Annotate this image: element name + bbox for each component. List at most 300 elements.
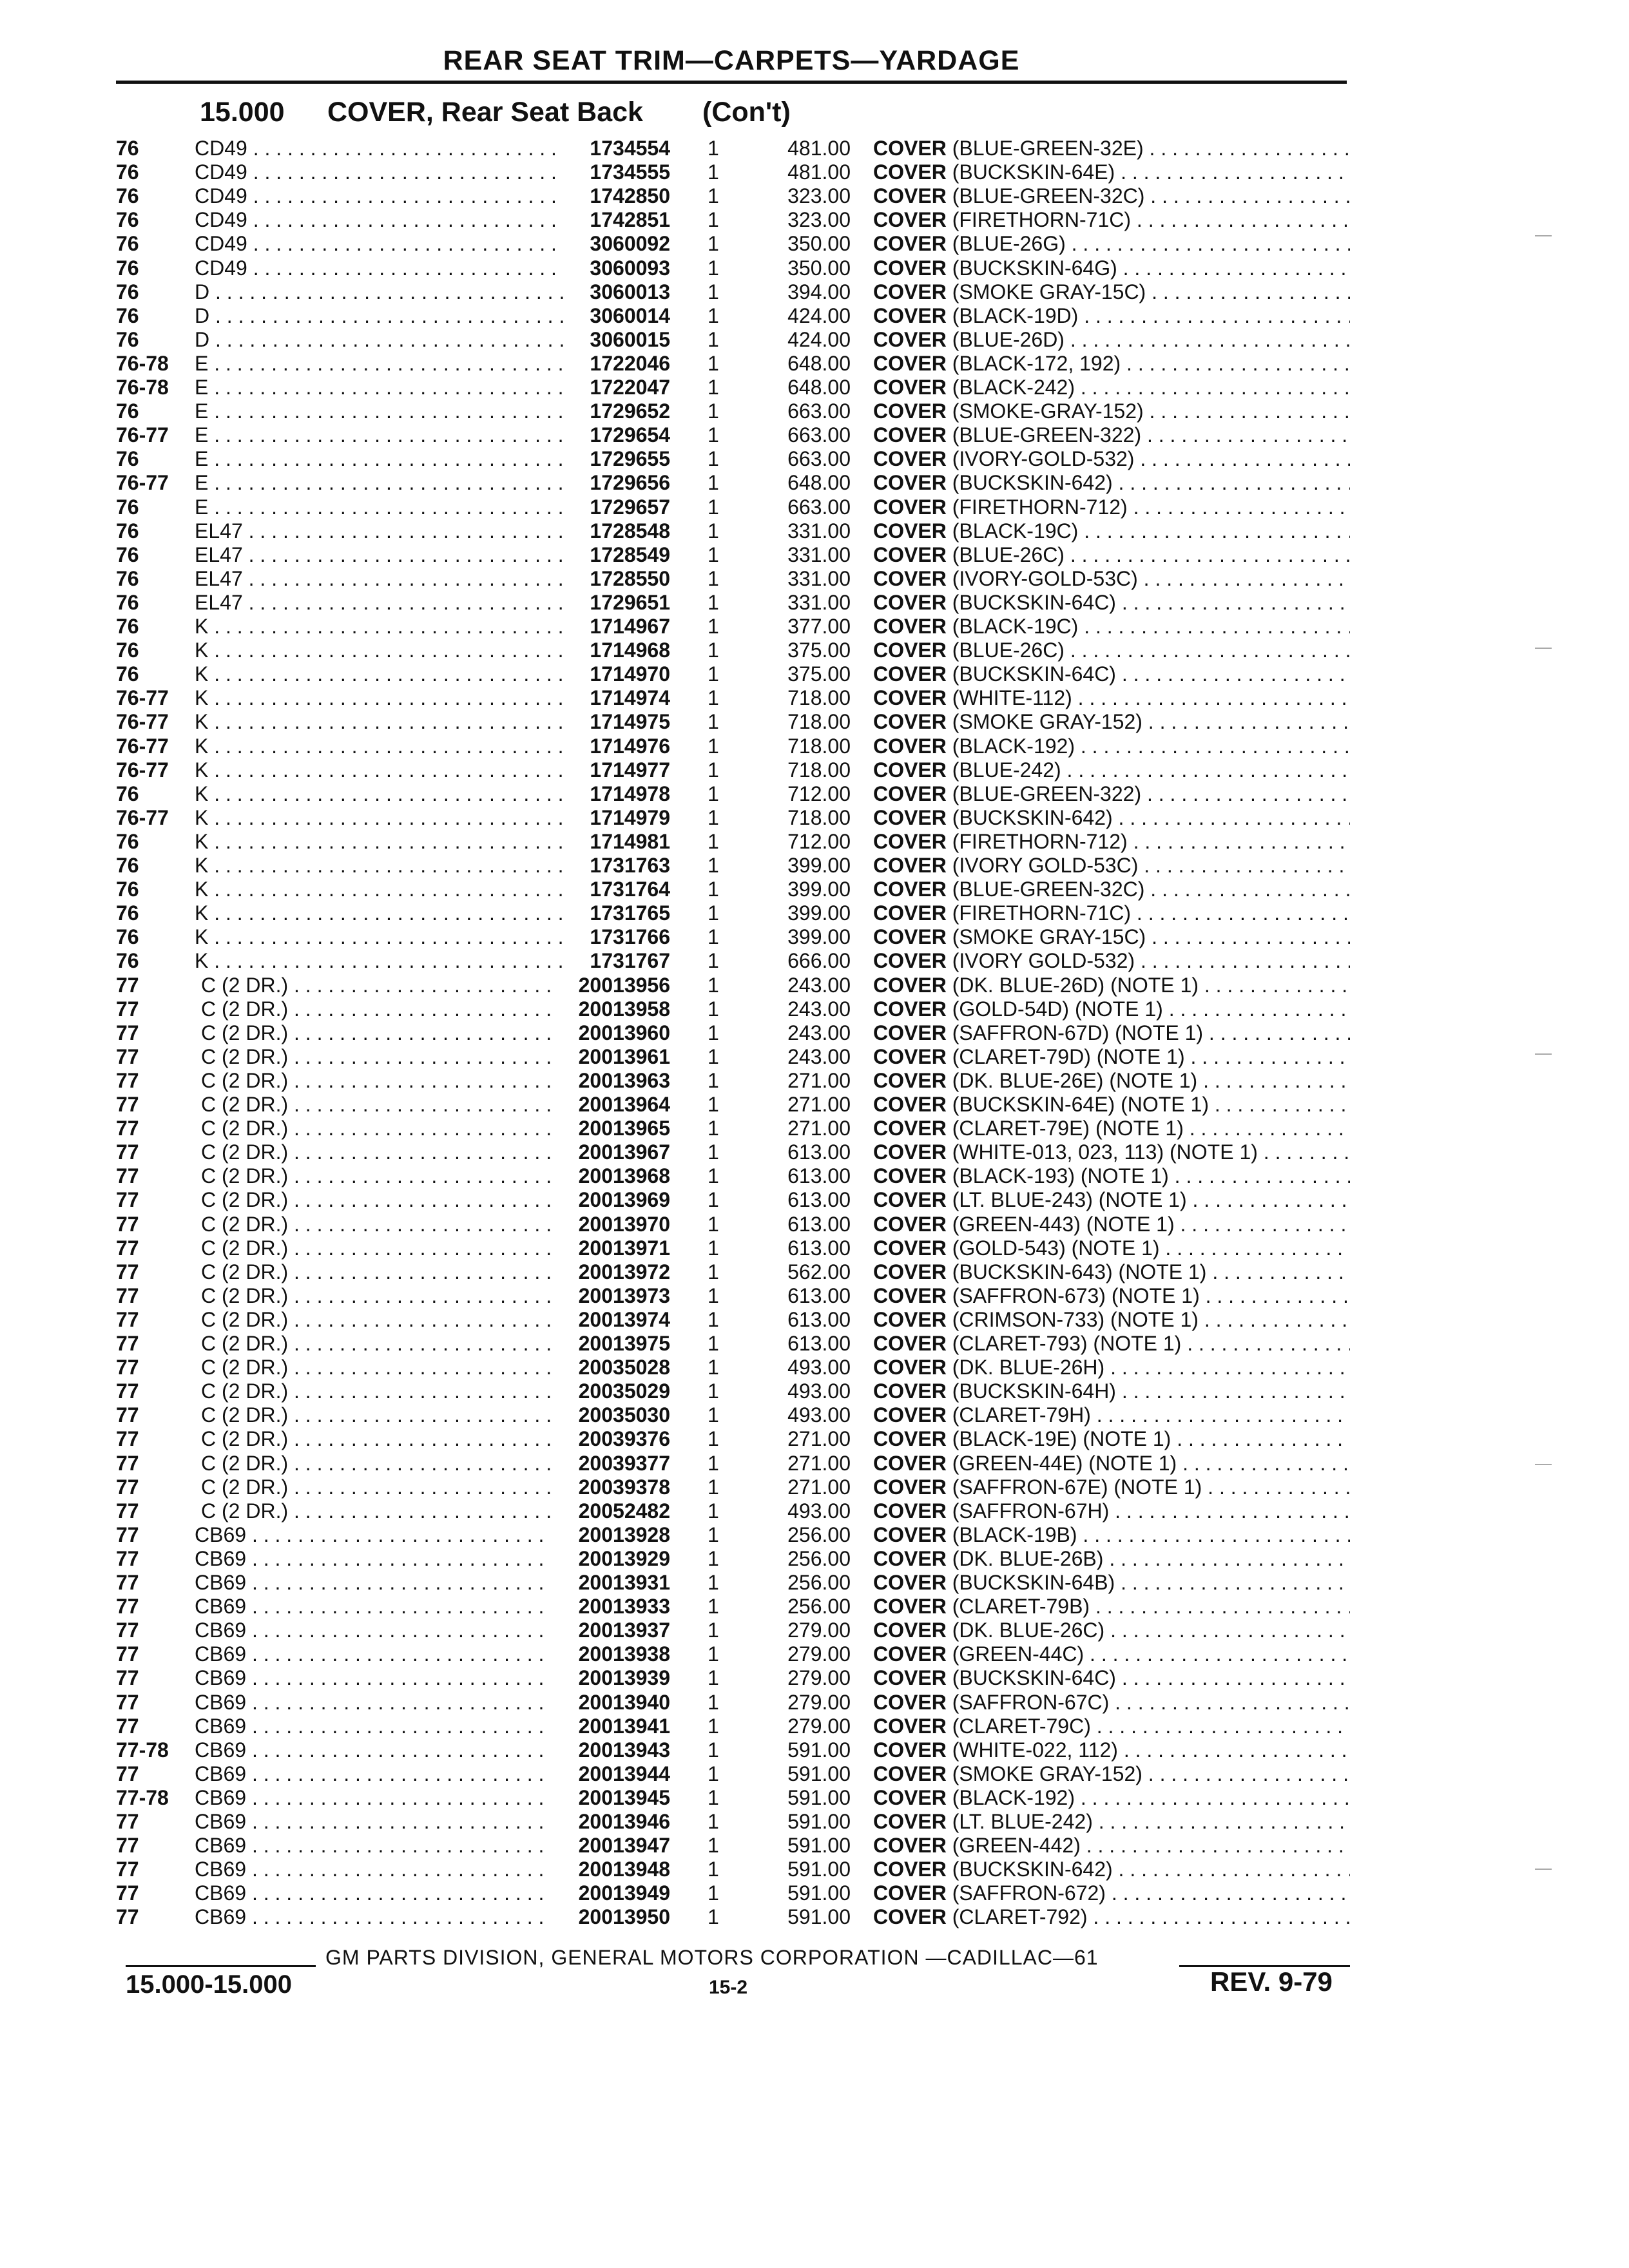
price-cell: 331.00 [787, 566, 851, 590]
quantity-cell: 1 [708, 1212, 719, 1236]
part-number-cell: 20013956 [578, 973, 670, 997]
price-cell: 375.00 [787, 662, 851, 686]
description-cell [873, 901, 1350, 925]
description-text: (SMOKE GRAY-152) [952, 1762, 1142, 1785]
year-cell: 76 [116, 447, 139, 471]
table-row [0, 399, 1629, 423]
quantity-cell: 1 [708, 1117, 719, 1140]
dot-leader [1084, 1642, 1350, 1666]
model-cell [195, 447, 564, 471]
dot-leader [1138, 854, 1350, 877]
description-prefix: COVER [873, 1762, 947, 1785]
price-cell: 271.00 [787, 1117, 851, 1140]
model-text: EL47 [195, 590, 243, 614]
model-text: CD49 [195, 232, 247, 256]
dot-leader [1116, 1666, 1350, 1689]
part-number-cell: 1729651 [590, 590, 670, 614]
model-text: D [195, 280, 210, 303]
description-text: (SMOKE GRAY-15C) [952, 925, 1146, 949]
year-cell: 76 [116, 854, 139, 877]
description-prefix: COVER [873, 566, 947, 590]
description-cell [873, 184, 1350, 208]
year-cell: 77 [116, 1356, 139, 1379]
price-cell: 591.00 [787, 1785, 851, 1809]
year-cell: 76-77 [116, 710, 169, 734]
year-cell: 77 [116, 1858, 139, 1881]
description-cell [873, 997, 1350, 1021]
description-text: (IVORY GOLD-532) [952, 949, 1135, 973]
quantity-cell: 1 [708, 686, 719, 710]
quantity-cell: 1 [708, 1762, 719, 1785]
quantity-cell: 1 [708, 615, 719, 638]
description-cell [873, 830, 1350, 854]
description-text: (BLUE-GREEN-32C) [952, 878, 1145, 901]
table-row [0, 495, 1629, 519]
model-cell [195, 1595, 551, 1619]
price-cell: 243.00 [787, 997, 851, 1021]
description-prefix: COVER [873, 1451, 947, 1475]
year-cell: 77 [116, 1690, 139, 1714]
description-text: (CLARET-79D) (NOTE 1) [952, 1044, 1185, 1068]
dot-leader [1113, 1858, 1350, 1881]
table-row [0, 1715, 1629, 1738]
quantity-cell: 1 [708, 1164, 719, 1188]
description-text: (BLACK-19B) [952, 1523, 1077, 1546]
description-prefix: COVER [873, 1690, 947, 1714]
price-cell: 399.00 [787, 854, 851, 877]
dot-leader [1075, 735, 1350, 758]
table-row [0, 1786, 1629, 1810]
dot-leader [1128, 495, 1350, 519]
price-cell: 663.00 [787, 447, 851, 471]
description-cell [873, 782, 1350, 806]
part-number-cell: 20013937 [578, 1619, 670, 1642]
description-text: (BUCKSKIN-64E) [952, 160, 1115, 184]
price-cell: 271.00 [787, 1427, 851, 1451]
model-cell [195, 160, 564, 184]
table-row [0, 806, 1629, 830]
year-cell: 76 [116, 639, 139, 662]
part-number-cell: 20013929 [578, 1546, 670, 1570]
model-text: D [195, 327, 210, 351]
description-text: (BLACK-192) [952, 734, 1075, 758]
quantity-cell: 1 [708, 1044, 719, 1068]
description-prefix: COVER [873, 447, 947, 471]
description-prefix: COVER [873, 1260, 947, 1283]
table-row [0, 974, 1629, 997]
quantity-cell: 1 [708, 1810, 719, 1833]
margin-mark [1535, 1464, 1552, 1465]
year-cell: 76 [116, 543, 139, 566]
year-cell: 77 [116, 1523, 139, 1546]
price-cell: 712.00 [787, 829, 851, 853]
year-cell: 76 [116, 590, 139, 614]
price-cell: 271.00 [787, 1475, 851, 1499]
model-text: C (2 DR.) [201, 1451, 289, 1475]
quantity-cell: 1 [708, 376, 719, 399]
part-number-cell: 1714975 [590, 710, 670, 734]
quantity-cell: 1 [708, 805, 719, 829]
price-cell: 271.00 [787, 1068, 851, 1092]
model-cell [195, 1905, 551, 1929]
dot-leader [1200, 1284, 1350, 1307]
description-prefix: COVER [873, 1356, 947, 1379]
price-cell: 331.00 [787, 543, 851, 566]
table-row [0, 447, 1629, 471]
description-prefix: COVER [873, 519, 947, 543]
description-text: (FIRETHORN-71C) [952, 208, 1132, 232]
description-prefix: COVER [873, 1595, 947, 1619]
description-cell [873, 1547, 1350, 1571]
model-cell [195, 925, 564, 949]
model-cell [201, 1452, 551, 1475]
table-row [0, 1260, 1629, 1284]
quantity-cell: 1 [708, 662, 719, 686]
model-text: E [195, 423, 209, 447]
price-cell: 663.00 [787, 495, 851, 519]
table-row [0, 423, 1629, 447]
quantity-cell: 1 [708, 1523, 719, 1546]
model-text: CB69 [195, 1546, 247, 1570]
year-cell: 76-77 [116, 758, 169, 782]
quantity-cell: 1 [708, 1427, 719, 1451]
model-text: C (2 DR.) [201, 1379, 289, 1403]
part-number-cell: 20013950 [578, 1905, 670, 1929]
model-text: C (2 DR.) [201, 1356, 289, 1379]
description-text: (BLACK-19D) [952, 303, 1079, 327]
model-text: CB69 [195, 1571, 247, 1594]
quantity-cell: 1 [708, 1140, 719, 1164]
dot-leader [1103, 1547, 1350, 1570]
quantity-cell: 1 [708, 1619, 719, 1642]
part-number-cell: 20013928 [578, 1523, 670, 1546]
description-cell [873, 1715, 1350, 1738]
part-number-cell: 1729655 [590, 447, 670, 471]
model-text: C (2 DR.) [201, 1093, 289, 1116]
description-cell [873, 878, 1350, 901]
description-cell [873, 1213, 1350, 1236]
model-cell [195, 1786, 551, 1810]
description-prefix: COVER [873, 1619, 947, 1642]
year-cell: 76-77 [116, 471, 169, 495]
model-text: K [195, 829, 209, 853]
dot-leader [1066, 232, 1350, 255]
part-number-cell: 20013940 [578, 1690, 670, 1714]
model-cell [195, 137, 564, 160]
year-cell: 77-78 [116, 1738, 169, 1762]
model-text: CD49 [195, 137, 247, 160]
table-row [0, 1595, 1629, 1619]
description-text: (CLARET-79H) [952, 1403, 1091, 1427]
description-prefix: COVER [873, 1785, 947, 1809]
price-cell: 399.00 [787, 925, 851, 949]
model-text: C (2 DR.) [201, 1499, 289, 1523]
part-number-cell: 20039378 [578, 1475, 670, 1499]
description-cell [873, 1260, 1350, 1284]
year-cell: 77 [116, 1595, 139, 1619]
model-text: K [195, 615, 209, 638]
table-row [0, 184, 1629, 208]
table-row [0, 352, 1629, 376]
model-text: C (2 DR.) [201, 997, 289, 1021]
model-text: K [195, 901, 209, 925]
year-cell: 77 [116, 1546, 139, 1570]
price-cell: 279.00 [787, 1714, 851, 1738]
part-number-cell: 1729656 [590, 471, 670, 495]
dot-leader [1144, 399, 1350, 423]
quantity-cell: 1 [708, 543, 719, 566]
model-text: CB69 [195, 1858, 247, 1881]
description-prefix: COVER [873, 1283, 947, 1307]
model-text: EL47 [195, 543, 243, 566]
part-number-cell: 1729652 [590, 399, 670, 423]
description-prefix: COVER [873, 1858, 947, 1881]
dot-leader [1115, 1571, 1350, 1594]
part-number-cell: 20013949 [578, 1881, 670, 1905]
description-text: (BLACK-172, 192) [952, 351, 1121, 375]
margin-mark [1535, 1869, 1552, 1870]
description-text: (BLUE-GREEN-322) [952, 782, 1142, 805]
part-number-cell: 20013965 [578, 1117, 670, 1140]
table-row [0, 1213, 1629, 1236]
description-cell [873, 1308, 1350, 1332]
quantity-cell: 1 [708, 1571, 719, 1594]
quantity-cell: 1 [708, 1403, 719, 1427]
description-prefix: COVER [873, 137, 947, 160]
price-cell: 591.00 [787, 1881, 851, 1905]
price-cell: 243.00 [787, 1021, 851, 1044]
model-cell [195, 1523, 551, 1547]
section-note: (Con't) [702, 97, 791, 128]
description-cell [873, 1379, 1350, 1403]
model-text: E [195, 447, 209, 471]
description-text: (IVORY GOLD-53C) [952, 854, 1139, 877]
dot-leader [1088, 1905, 1350, 1928]
description-text: (BUCKSKIN-64C) [952, 1666, 1116, 1690]
part-number-cell: 20035030 [578, 1403, 670, 1427]
table-row [0, 1691, 1629, 1715]
model-text: CB69 [195, 1619, 247, 1642]
quantity-cell: 1 [708, 423, 719, 447]
table-row [0, 1881, 1629, 1905]
year-cell: 76 [116, 232, 139, 256]
model-text: C (2 DR.) [201, 1117, 289, 1140]
dot-leader [1090, 1595, 1350, 1618]
description-cell [873, 1595, 1350, 1619]
model-cell [195, 782, 564, 806]
description-cell [873, 1858, 1350, 1881]
description-prefix: COVER [873, 423, 947, 447]
section-number: 15.000 [200, 97, 285, 128]
part-number-cell: 1731765 [590, 901, 670, 925]
table-row [0, 543, 1629, 567]
quantity-cell: 1 [708, 1283, 719, 1307]
description-prefix: COVER [873, 662, 947, 686]
table-row [0, 256, 1629, 280]
table-row [0, 1547, 1629, 1571]
model-cell [201, 1045, 551, 1069]
description-text: (SMOKE-GRAY-152) [952, 399, 1144, 423]
description-prefix: COVER [873, 1499, 947, 1523]
table-row [0, 1117, 1629, 1140]
dot-leader [1061, 758, 1350, 782]
model-cell [195, 1810, 551, 1834]
model-cell [195, 1834, 551, 1858]
model-text: D [195, 303, 210, 327]
description-cell [873, 1619, 1350, 1642]
price-cell: 591.00 [787, 1762, 851, 1785]
price-cell: 279.00 [787, 1642, 851, 1666]
description-prefix: COVER [873, 160, 947, 184]
model-cell [195, 662, 564, 686]
price-cell: 424.00 [787, 327, 851, 351]
page-title: REAR SEAT TRIM—CARPETS—YARDAGE [443, 45, 1020, 76]
part-number-cell: 20013964 [578, 1093, 670, 1116]
description-prefix: COVER [873, 1546, 947, 1570]
model-cell [195, 1858, 551, 1881]
dot-leader [1146, 280, 1350, 303]
model-cell [195, 208, 564, 232]
dot-leader [1131, 208, 1350, 231]
description-cell [873, 735, 1350, 758]
model-text: CB69 [195, 1762, 247, 1785]
description-text: (DK. BLUE-26H) [952, 1356, 1105, 1379]
model-cell [195, 758, 564, 782]
quantity-cell: 1 [708, 1451, 719, 1475]
year-cell: 76 [116, 280, 139, 303]
table-row [0, 1762, 1629, 1786]
table-row [0, 304, 1629, 328]
dot-leader [1078, 519, 1350, 543]
year-cell: 77-78 [116, 1785, 169, 1809]
year-cell: 77 [116, 1164, 139, 1188]
price-cell: 718.00 [787, 710, 851, 734]
quantity-cell: 1 [708, 1379, 719, 1403]
footer-publisher: GM PARTS DIVISION, GENERAL MOTORS CORPORATION —CADILLAC—61 [325, 1946, 1099, 1969]
price-cell: 399.00 [787, 878, 851, 901]
description-text: (WHITE-112) [952, 686, 1072, 710]
price-cell: 279.00 [787, 1690, 851, 1714]
dot-leader [1144, 184, 1350, 207]
description-prefix: COVER [873, 543, 947, 566]
part-number-cell: 20013968 [578, 1164, 670, 1188]
dot-leader [1113, 806, 1350, 829]
dot-leader [1091, 1715, 1350, 1738]
description-cell [873, 280, 1350, 304]
description-cell [873, 304, 1350, 328]
price-cell: 613.00 [787, 1236, 851, 1260]
footer-rule-left [126, 1965, 316, 1967]
model-cell [195, 280, 564, 304]
description-prefix: COVER [873, 1117, 947, 1140]
model-text: CB69 [195, 1785, 247, 1809]
year-cell: 76 [116, 566, 139, 590]
model-text: C (2 DR.) [201, 1140, 289, 1164]
part-number-cell: 20013958 [578, 997, 670, 1021]
model-text: E [195, 351, 209, 375]
description-prefix: COVER [873, 303, 947, 327]
description-cell [873, 1093, 1350, 1117]
table-row [0, 160, 1629, 184]
description-cell [873, 208, 1350, 232]
description-text: (CLARET-79B) [952, 1595, 1090, 1619]
price-cell: 613.00 [787, 1212, 851, 1236]
description-cell [873, 1691, 1350, 1715]
model-cell [195, 423, 564, 447]
description-cell [873, 519, 1350, 543]
description-text: (LT. BLUE-243) (NOTE 1) [952, 1188, 1187, 1212]
table-row [0, 686, 1629, 710]
table-row [0, 615, 1629, 639]
description-cell [873, 1164, 1350, 1188]
description-cell [873, 1642, 1350, 1666]
table-row [0, 1093, 1629, 1117]
dot-leader [1115, 160, 1350, 184]
description-text: (DK. BLUE-26C) [952, 1619, 1105, 1642]
dot-leader [1078, 615, 1350, 638]
dot-leader [1206, 1260, 1350, 1283]
dot-leader [1199, 1308, 1350, 1331]
price-cell: 712.00 [787, 782, 851, 805]
dot-leader [1258, 1140, 1350, 1164]
year-cell: 76-77 [116, 686, 169, 710]
quantity-cell: 1 [708, 590, 719, 614]
quantity-cell: 1 [708, 854, 719, 877]
model-cell [195, 304, 564, 328]
dot-leader [1138, 567, 1350, 590]
dot-leader [1075, 376, 1350, 399]
part-number-cell: 20013948 [578, 1858, 670, 1881]
year-cell: 77 [116, 1307, 139, 1331]
dot-leader [1199, 974, 1350, 997]
price-cell: 493.00 [787, 1356, 851, 1379]
model-text: CB69 [195, 1642, 247, 1666]
description-prefix: COVER [873, 1881, 947, 1905]
year-cell: 76 [116, 615, 139, 638]
quantity-cell: 1 [708, 1881, 719, 1905]
quantity-cell: 1 [708, 997, 719, 1021]
part-number-cell: 1714967 [590, 615, 670, 638]
description-cell [873, 1786, 1350, 1810]
part-number-cell: 20013974 [578, 1307, 670, 1331]
dot-leader [1142, 1762, 1350, 1785]
table-row [0, 1642, 1629, 1666]
dot-leader [1177, 1452, 1350, 1475]
table-row [0, 782, 1629, 806]
description-cell [873, 352, 1350, 376]
table-row [0, 710, 1629, 734]
quantity-cell: 1 [708, 1642, 719, 1666]
price-cell: 493.00 [787, 1379, 851, 1403]
description-text: (BUCKSKIN-64H) [952, 1379, 1116, 1403]
model-text: C (2 DR.) [201, 1260, 289, 1283]
part-number-cell: 20013943 [578, 1738, 670, 1762]
table-row [0, 1188, 1629, 1212]
model-cell [201, 1332, 551, 1356]
year-cell: 77 [116, 1714, 139, 1738]
year-cell: 77 [116, 1283, 139, 1307]
model-text: CB69 [195, 1523, 247, 1546]
table-row [0, 1403, 1629, 1427]
description-cell [873, 1523, 1350, 1547]
dot-leader [1065, 639, 1350, 662]
description-prefix: COVER [873, 805, 947, 829]
model-text: K [195, 710, 209, 734]
quantity-cell: 1 [708, 925, 719, 949]
model-cell [201, 1356, 551, 1379]
model-text: C (2 DR.) [201, 1332, 289, 1355]
description-cell [873, 423, 1350, 447]
